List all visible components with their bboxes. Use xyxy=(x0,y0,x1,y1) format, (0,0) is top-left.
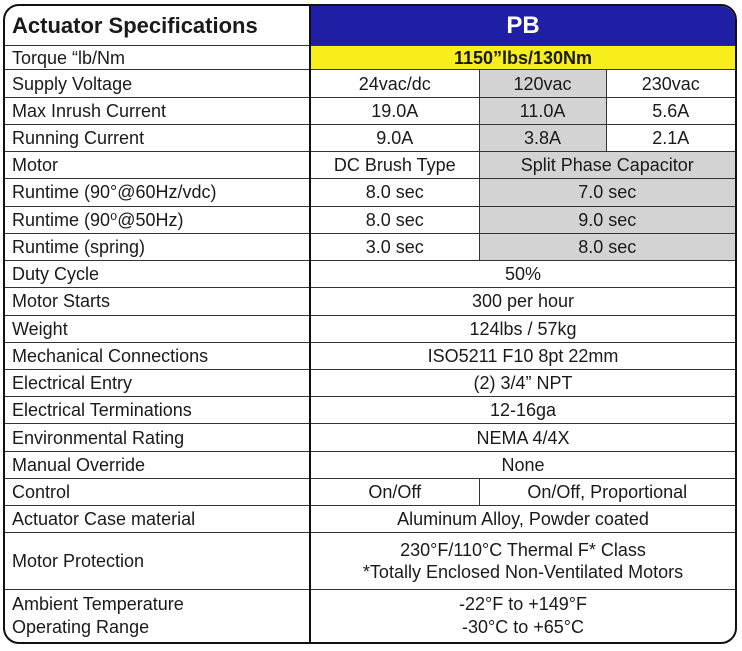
row-value xyxy=(310,533,735,590)
row-label: Duty Cycle xyxy=(5,261,310,288)
row-label: Electrical Terminations xyxy=(5,397,310,424)
cell-dc: 8.0 sec xyxy=(310,206,479,233)
row-value: Aluminum Alloy, Powder coated xyxy=(310,506,735,533)
cell-230vac: 230vac xyxy=(606,70,735,97)
row-label: Manual Override xyxy=(5,451,310,478)
actuator-spec-table xyxy=(5,6,735,642)
spec-row-weight xyxy=(5,315,735,342)
row-label: Actuator Case material xyxy=(5,506,310,533)
spec-row-case-material xyxy=(5,506,735,533)
cell-ac: 9.0 sec xyxy=(479,206,735,233)
row-value: 12-16ga xyxy=(310,397,735,424)
cell-ac: On/Off, Proportional xyxy=(479,478,735,505)
row-label: Control xyxy=(5,478,310,505)
row-label: Torque “lb/Nm xyxy=(5,46,310,70)
header-row xyxy=(5,6,735,46)
row-label xyxy=(5,589,310,642)
spec-row-electrical-terminations xyxy=(5,397,735,424)
protection-line-1: 230°F/110°C Thermal F* Class xyxy=(400,539,646,560)
row-label: Environmental Rating xyxy=(5,424,310,451)
row-value: ISO5211 F10 8pt 22mm xyxy=(310,342,735,369)
spec-row-motor-starts xyxy=(5,288,735,315)
cell-dc: On/Off xyxy=(310,478,479,505)
row-label: Motor Protection xyxy=(5,533,310,590)
protection-line-2: *Totally Enclosed Non-Ventilated Motors xyxy=(362,562,684,583)
cell-120vac: 3.8A xyxy=(479,124,606,151)
ambient-label-1: Ambient Temperature xyxy=(12,594,184,615)
spec-row-supply-voltage xyxy=(5,70,735,97)
ambient-value-1: -22°F to +149°F xyxy=(459,594,587,615)
row-label: Runtime (90⁰@50Hz) xyxy=(5,206,310,233)
row-label: Motor Starts xyxy=(5,288,310,315)
spec-row-runtime-50hz xyxy=(5,206,735,233)
cell-dc: 19.0A xyxy=(310,97,479,124)
spec-row-runtime-60hz xyxy=(5,179,735,206)
spec-row-motor-protection xyxy=(5,533,735,590)
spec-row-torque xyxy=(5,46,735,70)
row-label: Runtime (90°@60Hz/vdc) xyxy=(5,179,310,206)
cell-120vac: 11.0A xyxy=(479,97,606,124)
spec-row-ambient-temperature xyxy=(5,589,735,642)
row-label: Max Inrush Current xyxy=(5,97,310,124)
spec-row-duty-cycle xyxy=(5,261,735,288)
model-name: PB xyxy=(310,6,735,46)
spec-row-running-current xyxy=(5,124,735,151)
cell-dc: 3.0 sec xyxy=(310,233,479,260)
row-label: Supply Voltage xyxy=(5,70,310,97)
cell-ac: Split Phase Capacitor xyxy=(479,152,735,179)
row-value: 300 per hour xyxy=(310,288,735,315)
row-value: NEMA 4/4X xyxy=(310,424,735,451)
row-label: Runtime (spring) xyxy=(5,233,310,260)
cell-dc: DC Brush Type xyxy=(310,152,479,179)
spec-row-environmental-rating xyxy=(5,424,735,451)
cell-dc: 8.0 sec xyxy=(310,179,479,206)
row-value: 50% xyxy=(310,261,735,288)
cell-dc: 24vac/dc xyxy=(310,70,479,97)
row-label: Mechanical Connections xyxy=(5,342,310,369)
spec-row-electrical-entry xyxy=(5,369,735,396)
spec-row-control xyxy=(5,478,735,505)
cell-ac: 7.0 sec xyxy=(479,179,735,206)
row-label: Weight xyxy=(5,315,310,342)
spec-row-motor xyxy=(5,152,735,179)
spec-table-card xyxy=(3,4,737,644)
row-value: 124lbs / 57kg xyxy=(310,315,735,342)
row-label: Motor xyxy=(5,152,310,179)
cell-120vac: 120vac xyxy=(479,70,606,97)
ambient-value-2: -30°C to +65°C xyxy=(462,616,584,637)
torque-value: 1150”lbs/130Nm xyxy=(310,46,735,70)
cell-ac: 8.0 sec xyxy=(479,233,735,260)
row-label: Running Current xyxy=(5,124,310,151)
spec-row-runtime-spring xyxy=(5,233,735,260)
row-label: Electrical Entry xyxy=(5,369,310,396)
spec-row-manual-override xyxy=(5,451,735,478)
ambient-label-2: Operating Range xyxy=(12,616,150,637)
spec-row-mechanical-connections xyxy=(5,342,735,369)
row-value: None xyxy=(310,451,735,478)
table-title: Actuator Specifications xyxy=(5,6,310,46)
row-value xyxy=(310,589,735,642)
spec-row-max-inrush xyxy=(5,97,735,124)
row-value: (2) 3/4” NPT xyxy=(310,369,735,396)
cell-230vac: 5.6A xyxy=(606,97,735,124)
cell-230vac: 2.1A xyxy=(606,124,735,151)
cell-dc: 9.0A xyxy=(310,124,479,151)
